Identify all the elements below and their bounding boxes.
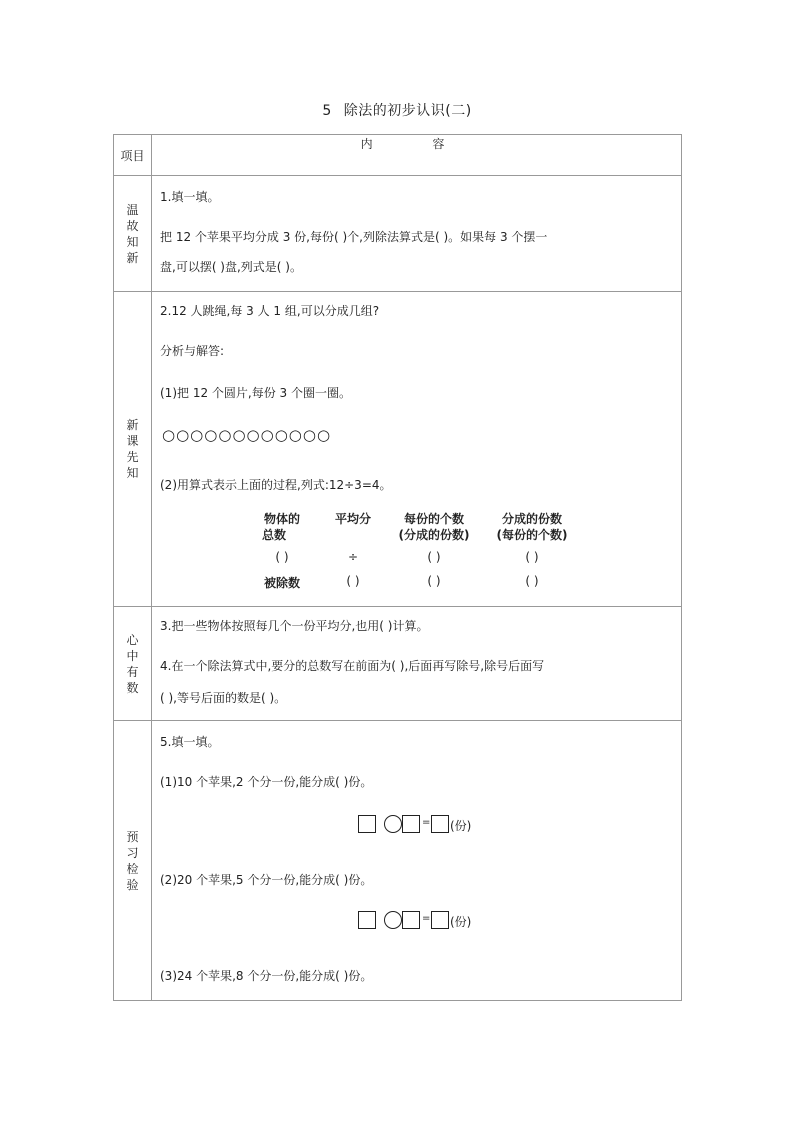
col3-header-b: (分成的份数): [398, 528, 470, 542]
section-label-preview: 新课先知: [114, 292, 152, 607]
q5-part2: (2)20 个苹果,5 个分一份,能分成( )份。: [160, 873, 373, 887]
col3-header-a: 每份的个数: [403, 512, 464, 526]
operator-circle[interactable]: [384, 815, 402, 833]
q4-line2: ( ),等号后面的数是( )。: [160, 691, 287, 705]
section-body-mind: [152, 607, 682, 721]
answer-box[interactable]: [431, 911, 449, 929]
answer-box[interactable]: [431, 815, 449, 833]
section-mind: [114, 607, 682, 721]
analysis-label: 分析与解答:: [160, 344, 225, 358]
section-preview: [114, 292, 682, 607]
row2-col3: ( ): [427, 574, 441, 588]
row1-col2: ÷: [347, 550, 359, 564]
q5-part1: (1)10 个苹果,2 个分一份,能分成( )份。: [160, 775, 373, 789]
q1-title: 1.填一填。: [160, 190, 220, 204]
answer-box[interactable]: [402, 911, 420, 929]
col1-header-a: 物体的: [263, 512, 300, 526]
q3-text: 3.把一些物体按照每几个一份平均分,也用( )计算。: [160, 619, 429, 633]
q4-line1: 4.在一个除法算式中,要分的总数写在前面为( ),后面再写除号,除号后面写: [160, 659, 545, 673]
section-body-preview: [152, 292, 682, 607]
header-content-cell: 内 容: [152, 135, 682, 176]
unit-label: (份): [450, 915, 472, 929]
step2-text: (2)用算式表示上面的过程,列式:12÷3=4。: [160, 478, 392, 492]
q2-title: 2.12 人跳绳,每 3 人 1 组,可以分成几组?: [160, 304, 380, 318]
answer-box[interactable]: [358, 815, 376, 833]
lesson-number: 5: [322, 103, 332, 119]
equation-1: [152, 813, 681, 835]
answer-box[interactable]: [402, 815, 420, 833]
row1-col1: ( ): [275, 550, 289, 564]
operator-circle[interactable]: [384, 911, 402, 929]
section-label-mind: 心中有数: [114, 607, 152, 721]
section-check: [114, 721, 682, 1001]
q5-part3: (3)24 个苹果,8 个分一份,能分成( )份。: [160, 969, 373, 983]
row2-col4: ( ): [525, 574, 539, 588]
equals-sign: =: [422, 913, 431, 924]
col4-header-b: (每份的个数): [496, 528, 568, 542]
col2-header: 平均分: [334, 512, 371, 526]
unit-label: (份): [450, 819, 472, 833]
lesson-title: 除法的初步认识(二): [343, 103, 472, 119]
row1-col4: ( ): [525, 550, 539, 564]
col1-header-b: 总数: [262, 528, 287, 542]
row2-col2: ( ): [346, 574, 360, 588]
row1-col3: ( ): [427, 550, 441, 564]
answer-box[interactable]: [358, 911, 376, 929]
worksheet-table: [113, 134, 682, 1001]
q1-line1: 把 12 个苹果平均分成 3 份,每份( )个,列除法算式是( )。如果每 3 个摆一: [160, 230, 548, 244]
circle-row: ○○○○○○○○○○○○: [162, 426, 332, 444]
section-review: [114, 176, 682, 292]
row2-col1: 被除数: [263, 576, 300, 590]
page-title: [0, 100, 794, 120]
header-row: [114, 135, 682, 176]
section-body-check: [152, 721, 682, 1001]
header-item-cell: 项目: [114, 135, 152, 176]
col4-header-a: 分成的份数: [501, 512, 562, 526]
section-label-review: 温故知新: [114, 176, 152, 292]
equation-2: [152, 909, 681, 931]
equals-sign: =: [422, 817, 431, 828]
section-body-review: [152, 176, 682, 292]
section-label-check: 预习检验: [114, 721, 152, 1001]
q5-title: 5.填一填。: [160, 735, 220, 749]
step1-text: (1)把 12 个圆片,每份 3 个圈一圈。: [160, 386, 351, 400]
q1-line2: 盘,可以摆( )盘,列式是( )。: [160, 260, 302, 274]
